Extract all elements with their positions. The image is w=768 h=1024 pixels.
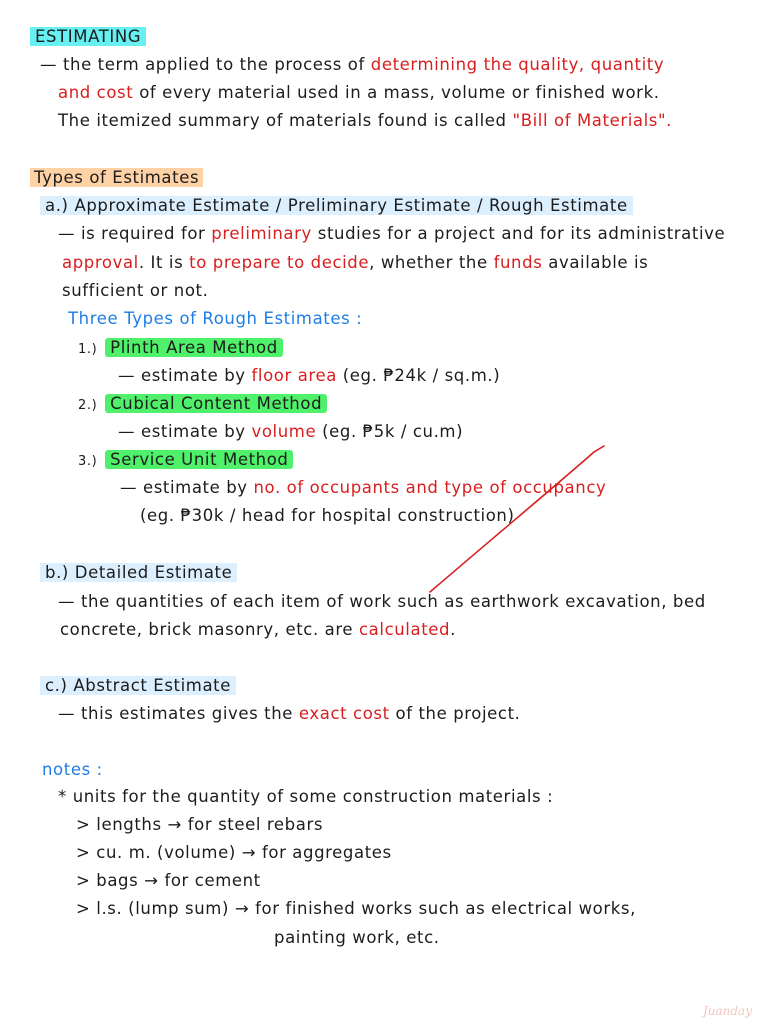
notes-intro-text: * units for the quantity of some construction materials :: [58, 787, 554, 806]
definition-keyword: determining the quality, quantity: [370, 55, 665, 74]
types-heading-text: Types of Estimates: [30, 168, 203, 187]
definition-keyword: and cost: [58, 83, 134, 102]
notes-intro: [58, 786, 553, 808]
abstract-line: [58, 703, 521, 725]
notes-item-volume: [76, 842, 392, 864]
notes-item-bags: [76, 870, 261, 892]
definition-text: The itemized summary of materials found is called: [58, 111, 507, 130]
method-example: (eg. ₱30k / head for hospital construction): [140, 506, 515, 525]
abstract-heading-text: c.) Abstract Estimate: [40, 676, 236, 695]
approximate-heading-text: a.) Approximate Estimate / Preliminary Estimate / Rough Estimate: [40, 196, 633, 215]
approximate-text: available is: [548, 253, 649, 272]
approximate-line-1: [58, 223, 725, 245]
notes-item-lengths: [76, 814, 323, 836]
method-basis: floor area: [251, 366, 337, 385]
abstract-text: — this estimates gives the: [58, 704, 294, 723]
method-example: (eg. ₱5k / cu.m): [322, 422, 464, 441]
bill-of-materials-term: "Bill of Materials".: [512, 111, 673, 130]
detailed-keyword: calculated: [359, 620, 451, 639]
page-title: [30, 26, 146, 48]
approximate-line-2: [62, 252, 648, 274]
approximate-text: sufficient or not.: [62, 281, 209, 300]
method-basis: no. of occupants and type of occupancy: [253, 478, 607, 497]
method-3-heading: [78, 449, 293, 473]
detailed-line-2: [60, 619, 456, 641]
method-number: 1.): [78, 342, 98, 357]
detailed-heading-text: b.) Detailed Estimate: [40, 563, 237, 582]
method-2-desc: [118, 421, 463, 443]
method-name: Plinth Area Method: [105, 338, 283, 357]
approximate-estimate-heading: [40, 195, 633, 217]
method-basis: volume: [251, 422, 317, 441]
method-desc-text: — estimate by: [118, 366, 246, 385]
notes-item-lump-sum: [76, 898, 636, 920]
method-number: 3.): [78, 454, 98, 469]
notes-item-text: > lengths → for steel rebars: [76, 815, 324, 834]
method-2-heading: [78, 393, 327, 417]
notes-item-text: > bags → for cement: [76, 871, 261, 890]
detailed-text: — the quantities of each item of work such as earthwork excavation, bed: [58, 592, 706, 611]
notes-item-text: > cu. m. (volume) → for aggregates: [76, 843, 392, 862]
approximate-keyword: preliminary: [211, 224, 312, 243]
definition-line-3: [58, 110, 672, 132]
approximate-keyword: funds: [493, 253, 543, 272]
definition-line-2: [58, 82, 660, 104]
notes-heading-text: notes :: [42, 760, 103, 779]
detailed-text: .: [450, 620, 456, 639]
approximate-text: studies for a project and for its administrative: [317, 224, 726, 243]
method-number: 2.): [78, 398, 98, 413]
method-desc-text: — estimate by: [120, 478, 248, 497]
approximate-keyword: to prepare to decide: [189, 253, 370, 272]
approximate-text: , whether the: [369, 253, 488, 272]
notes-heading: [42, 759, 103, 781]
approximate-line-3: [62, 280, 208, 302]
detailed-estimate-heading: [40, 562, 237, 584]
approximate-text: . It is: [138, 253, 184, 272]
method-desc-text: — estimate by: [118, 422, 246, 441]
notes-item-continuation: [274, 927, 440, 949]
rough-estimates-subtitle: [68, 308, 362, 330]
method-1-desc: [118, 365, 500, 387]
definition-text: — the term applied to the process of: [40, 55, 365, 74]
detailed-text: concrete, brick masonry, etc. are: [60, 620, 354, 639]
approximate-keyword: approval: [62, 253, 139, 272]
approximate-text: — is required for: [58, 224, 206, 243]
abstract-text: of the project.: [395, 704, 521, 723]
types-heading: [30, 167, 203, 189]
signature-watermark: Juanday: [702, 1004, 752, 1018]
abstract-keyword: exact cost: [298, 704, 390, 723]
detailed-line-1: [58, 591, 706, 613]
definition-line-1: [40, 54, 664, 76]
method-name: Service Unit Method: [105, 450, 293, 469]
method-3-example: [140, 505, 514, 527]
notes-item-text: > l.s. (lump sum) → for finished works such as electrical works,: [76, 899, 636, 918]
method-name: Cubical Content Method: [105, 394, 327, 413]
method-example: (eg. ₱24k / sq.m.): [342, 366, 501, 385]
rough-estimates-subtitle-text: Three Types of Rough Estimates :: [68, 309, 363, 328]
abstract-estimate-heading: [40, 675, 236, 697]
title-highlight: ESTIMATING: [30, 27, 146, 46]
method-3-desc: [120, 477, 606, 499]
definition-text: of every material used in a mass, volume or finished work.: [139, 83, 660, 102]
notes-item-text: painting work, etc.: [274, 928, 440, 947]
method-1-heading: [78, 337, 283, 361]
